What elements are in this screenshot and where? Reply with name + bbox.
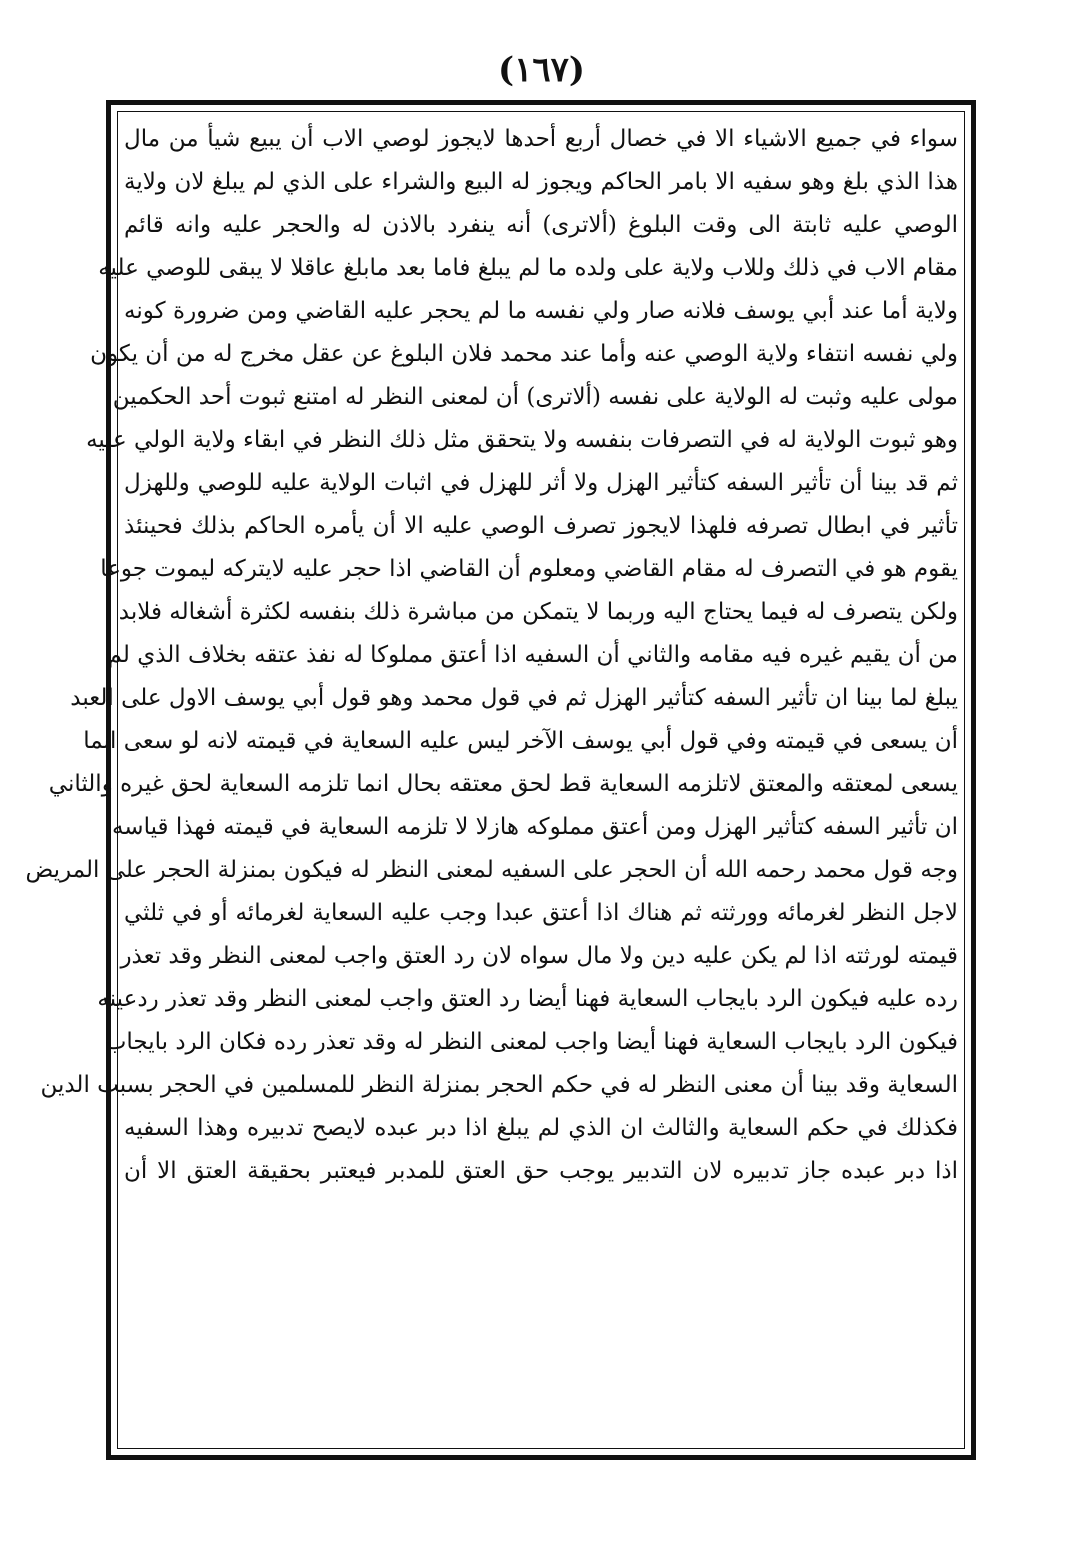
text-line: الوصي عليه ثابتة الى وقت البلوغ (ألاترى) أنه ينفرد بالاذن له والحجر عليه وانه قائم bbox=[124, 212, 958, 238]
text-line: فكذلك في حكم السعاية والثالث ان الذي لم يبلغ اذا دبر عبده لايصح تدبيره وهذا السفيه bbox=[124, 1115, 958, 1141]
text-line: ولي نفسه انتفاء ولاية الوصي عنه وأما عند محمد فلان البلوغ عن عقل مخرج له من أن يكون bbox=[90, 341, 958, 367]
body-text bbox=[25, 118, 958, 1193]
text-line: يقوم هو في التصرف له مقام القاضي ومعلوم أن القاضي اذا حجر عليه لايتركه ليموت جوعا bbox=[100, 556, 958, 582]
text-line: فيكون الرد بايجاب السعاية فهنا أيضا واجب لمعنى النظر له وقد تعذر رده فكان الرد بايجاب bbox=[104, 1029, 958, 1055]
text-line: وهو ثبوت الولاية له في التصرفات بنفسه ولا يتحقق مثل ذلك النظر في ابقاء ولاية الولي عليه bbox=[86, 427, 958, 453]
page-number: (١٦٧) bbox=[498, 50, 585, 90]
text-line: من أن يقيم غيره فيه مقامه والثاني أن السفيه اذا أعتق مملوكا له نفذ عتقه بخلاف الذي لم bbox=[107, 642, 958, 668]
text-line: السعاية وقد بينا أن معنى النظر له في حكم الحجر بمنزلة النظر للمسلمين في الحجر بسبب الدين bbox=[40, 1072, 958, 1098]
text-line: مولى عليه وثبت له الولاية على نفسه (ألاترى) أن لمعنى النظر له امتنع ثبوت أحد الحكمين bbox=[112, 384, 958, 410]
text-line: ولاية أما عند أبي يوسف فلانه صار ولي نفسه ما لم يحجر عليه القاضي ومن ضرورة كونه bbox=[124, 298, 958, 324]
text-line: ان تأثير السفه كتأثير الهزل ومن أعتق مملوكه هازلا لا تلزمه السعاية في قيمته فهذا قياسه bbox=[111, 814, 958, 840]
text-line: سواء في جميع الاشياء الا في خصال أربع أحدها لايجوز لوصي الاب أن يبيع شيأ من مال bbox=[124, 126, 958, 152]
text-line: قيمته لورثته اذا لم يكن عليه دين ولا مال سواه لان رد العتق واجب لمعنى النظر وقد تعذر bbox=[120, 943, 958, 969]
text-line: مقام الاب في ذلك وللاب ولاية على ولده ما لم يبلغ فاما بعد مابلغ عاقلا لا يبقى للوصي عليه bbox=[98, 255, 958, 281]
text-line: رده عليه فيكون الرد بايجاب السعاية فهنا أيضا رد العتق واجب لمعنى النظر وقد تعذر ردعينه bbox=[97, 986, 958, 1012]
text-line: لاجل النظر لغرمائه وورثته ثم هناك اذا أعتق عبدا وجب عليه السعاية لغرمائه أو في ثلثي bbox=[124, 900, 958, 926]
text-line: تأثير في ابطال تصرفه فلهذا لايجوز تصرف الوصي عليه الا أن يأمره الحاكم بذلك فحينئذ bbox=[124, 513, 958, 539]
text-line: هذا الذي بلغ وهو سفيه الا بامر الحاكم ويجوز له البيع والشراء على الذي لم يبلغ لان ولاية bbox=[124, 169, 958, 195]
text-line: يسعى لمعتقه والمعتق لاتلزمه السعاية قط لحق معتقه بحال انما تلزمه السعاية لحق غيره والثاني bbox=[48, 771, 958, 797]
text-line: اذا دبر عبده جاز تدبيره لان التدبير يوجب حق العتق للمدبر فيعتبر بحقيقة العتق الا أن bbox=[124, 1158, 958, 1184]
text-line: أن يسعى في قيمته وفي قول أبي يوسف الآخر ليس عليه السعاية في قيمته لانه لو سعى انما bbox=[83, 728, 958, 754]
text-line: ولكن يتصرف له فيما يحتاج اليه وربما لا يتمكن من مباشرة ذلك بنفسه لكثرة أشغاله فلابد bbox=[118, 599, 958, 625]
text-line: ثم قد بينا أن تأثير السفه كتأثير الهزل ولا أثر للهزل في اثبات الولاية عليه للوصي وللهزل bbox=[124, 470, 958, 496]
text-line: وجه قول محمد رحمه الله أن الحجر على السفيه لمعنى النظر له فيكون بمنزلة الحجر على المريض bbox=[25, 857, 958, 883]
text-line: يبلغ لما بينا ان تأثير السفه كتأثير الهزل ثم في قول محمد وهو قول أبي يوسف الاول على العبد bbox=[70, 685, 958, 711]
